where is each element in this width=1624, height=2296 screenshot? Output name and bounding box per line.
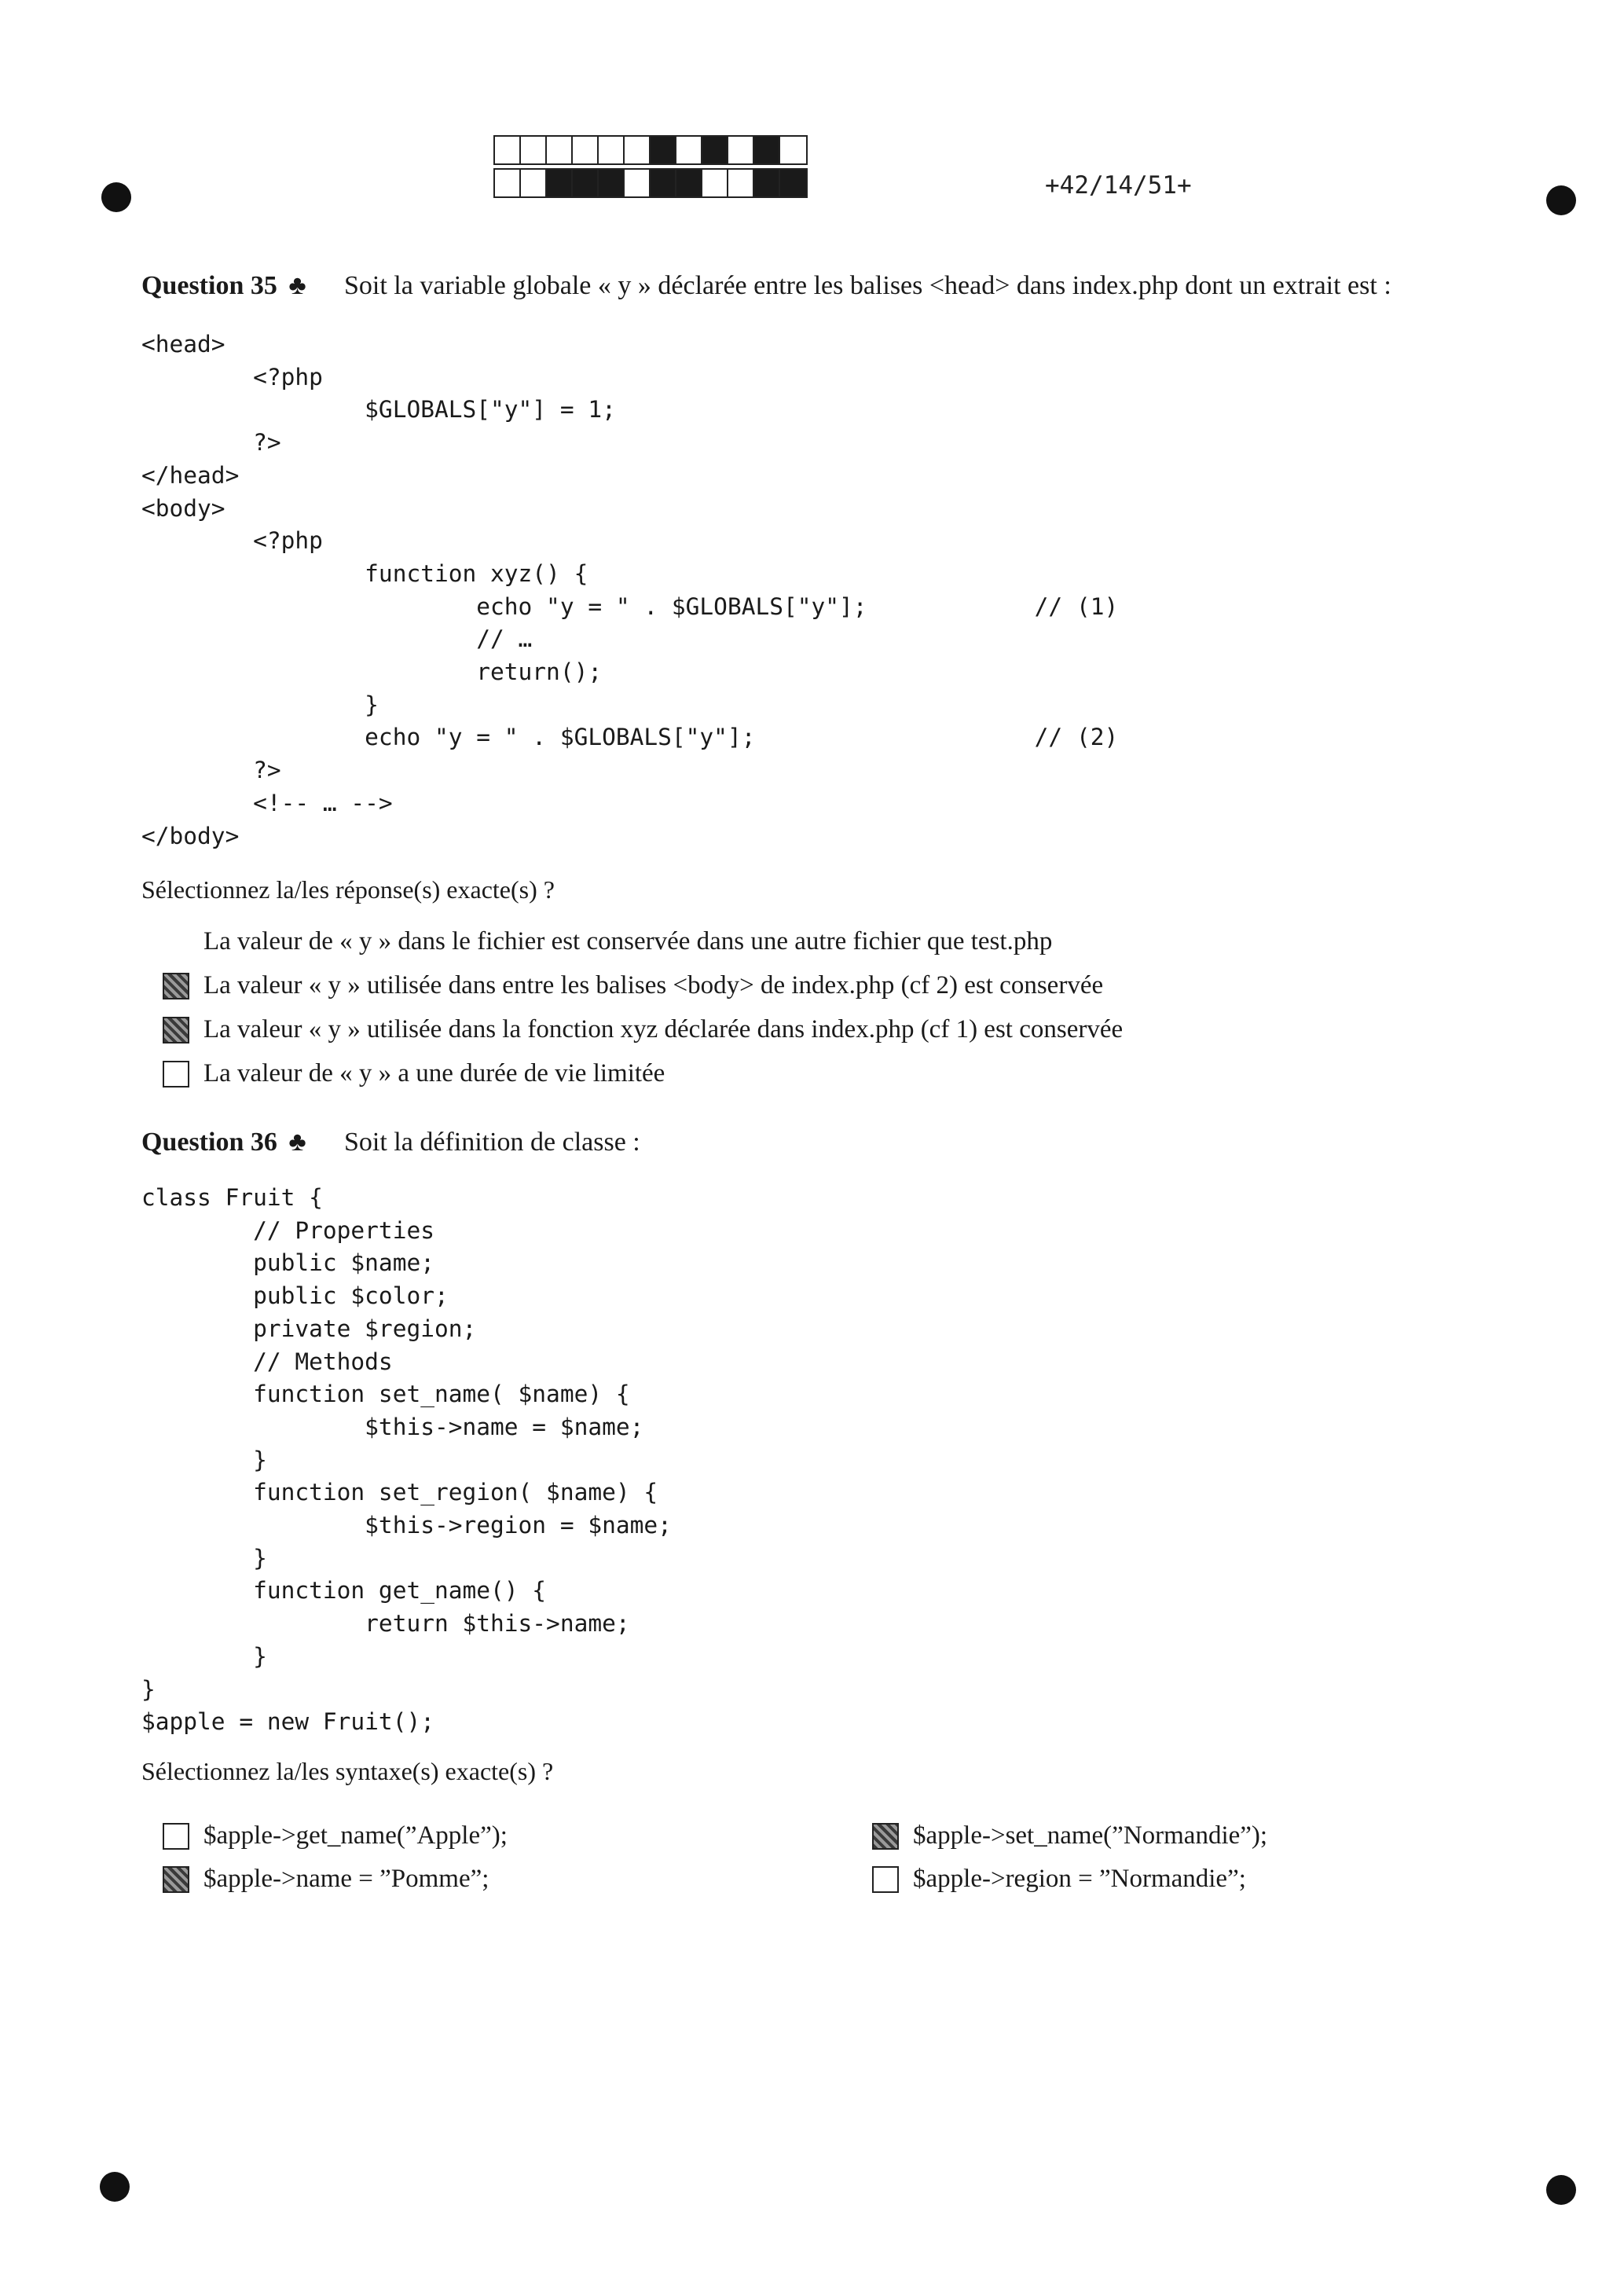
barcode-cell — [547, 137, 573, 163]
answer-option[interactable] — [163, 927, 1052, 956]
barcode-cell — [495, 137, 521, 163]
answer-text: $apple->name = ”Pomme”; — [203, 1865, 489, 1893]
barcode-cell — [573, 137, 599, 163]
answer-checkbox[interactable] — [163, 1061, 189, 1087]
question-number: Question 36 — [141, 1128, 277, 1157]
barcode-cell — [521, 137, 547, 163]
barcode-cell — [780, 170, 806, 196]
registration-mark — [101, 182, 131, 212]
question-35-header — [141, 271, 1391, 301]
answer-option[interactable] — [163, 971, 1103, 1000]
answer-checkbox[interactable] — [163, 1866, 189, 1893]
barcode-cell — [495, 170, 521, 196]
barcode-cell — [676, 137, 702, 163]
barcode-cell — [702, 137, 728, 163]
answer-option[interactable] — [163, 1865, 489, 1894]
barcode-cell — [625, 137, 651, 163]
answer-checkbox[interactable] — [872, 1823, 899, 1850]
php-code-block: class Fruit { // Properties public $name; public $color; private $region; // Methods function set_name( $name) { $this->name = $name; } function set_region( $name) { $this->region = $name; } function get_name() { return $this->name; } } $apple = new Fruit(); — [141, 1184, 672, 1736]
answer-text: $apple->get_name(”Apple”); — [203, 1821, 508, 1850]
question-instruction: Sélectionnez la/les réponse(s) exacte(s) ? — [141, 875, 555, 904]
question-number: Question 35 — [141, 271, 277, 300]
answer-option[interactable] — [163, 1015, 1123, 1044]
registration-mark — [1546, 2175, 1576, 2205]
barcode-cell — [754, 137, 780, 163]
barcode-cell — [599, 170, 625, 196]
answer-checkbox[interactable] — [163, 1017, 189, 1043]
answer-option[interactable] — [163, 1059, 665, 1088]
sheet-barcode-top — [493, 135, 808, 165]
answer-option[interactable] — [163, 1821, 508, 1850]
club-icon: ♣ — [288, 271, 306, 300]
barcode-cell — [676, 170, 702, 196]
barcode-cell — [625, 170, 651, 196]
barcode-cell — [702, 170, 728, 196]
question-stem: Soit la définition de classe : — [344, 1128, 640, 1157]
barcode-cell — [651, 137, 676, 163]
answer-text: La valeur de « y » a une durée de vie limitée — [203, 1059, 665, 1087]
answer-checkbox[interactable] — [163, 1823, 189, 1850]
answer-text: La valeur « y » utilisée dans entre les balises <body> de index.php (cf 2) est conservée — [203, 971, 1104, 999]
sheet-id: +42/14/51+ — [1045, 171, 1192, 200]
answer-option[interactable] — [872, 1865, 1246, 1894]
answer-checkbox[interactable] — [872, 1866, 899, 1893]
barcode-cell — [728, 170, 754, 196]
barcode-cell — [651, 170, 676, 196]
question-instruction: Sélectionnez la/les syntaxe(s) exacte(s) ? — [141, 1757, 554, 1785]
php-code-block: <head> <?php $GLOBALS["y"] = 1; ?> </head> <body> <?php function xyz() { echo "y = " . $GLOBALS["y"]; // (1) // … return(); } echo "y = " . $GLOBALS["y"]; // (2) ?> <!-- … --> </body> — [141, 331, 1119, 849]
barcode-cell — [780, 137, 806, 163]
barcode-cell — [728, 137, 754, 163]
answer-text: $apple->set_name(”Normandie”); — [913, 1821, 1268, 1850]
barcode-cell — [599, 137, 625, 163]
question-stem: Soit la variable globale « y » déclarée entre les balises <head> dans index.php dont un extrait est : — [344, 271, 1391, 300]
barcode-cell — [754, 170, 780, 196]
sheet-barcode-bottom — [493, 168, 808, 198]
registration-mark — [1546, 185, 1576, 215]
club-icon: ♣ — [288, 1128, 306, 1157]
registration-mark — [100, 2172, 130, 2202]
answer-text: La valeur de « y » dans le fichier est conservée dans une autre fichier que test.php — [203, 927, 1053, 955]
answer-text: $apple->region = ”Normandie”; — [913, 1865, 1246, 1893]
question-36-header — [141, 1128, 640, 1157]
barcode-cell — [547, 170, 573, 196]
answer-option[interactable] — [872, 1821, 1267, 1850]
answer-checkbox[interactable] — [163, 973, 189, 999]
answer-text: La valeur « y » utilisée dans la fonction xyz déclarée dans index.php (cf 1) est conservée — [203, 1015, 1124, 1043]
answer-checkbox[interactable] — [163, 929, 189, 955]
barcode-cell — [521, 170, 547, 196]
barcode-cell — [573, 170, 599, 196]
